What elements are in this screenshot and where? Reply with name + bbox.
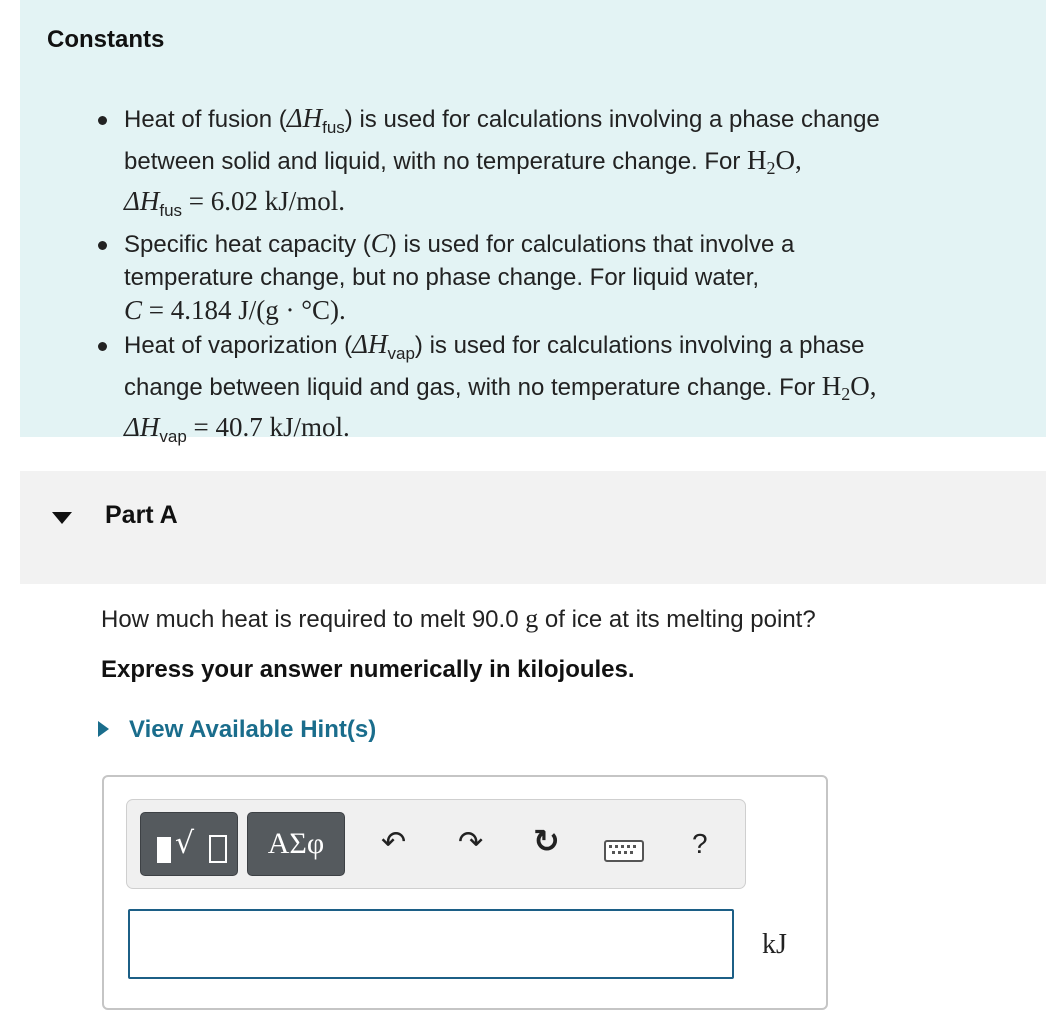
- templates-button[interactable]: [140, 812, 238, 876]
- help-button[interactable]: ?: [692, 828, 708, 859]
- expand-triangle-icon: [98, 721, 109, 737]
- constant-item-specific-heat: [20, 227, 1046, 328]
- specific-heat-line-3: C = 4.184 J/(g · °C).: [124, 295, 346, 325]
- bullet-dot: [98, 342, 107, 351]
- answer-instruction: Express your answer numerically in kilojoules.: [101, 656, 635, 683]
- answer-unit: kJ: [762, 929, 787, 960]
- specific-heat-line-1: Specific heat capacity (C) is used for calculations that involve a: [124, 228, 795, 258]
- greek-symbols-button[interactable]: ΑΣφ: [247, 812, 345, 876]
- vaporization-line-1: Heat of vaporization $(\Delta H_{vap})$ is used for calculations involving a phase: [124, 329, 865, 363]
- reset-icon[interactable]: ↻: [533, 822, 560, 860]
- keyboard-icon[interactable]: [604, 840, 644, 862]
- constants-panel: [20, 0, 1046, 446]
- fusion-line-1: Heat of fusion $(\Delta H_{fus})$ is used for calculations involving a phase change: [124, 103, 880, 137]
- math-toolbar: [126, 799, 746, 889]
- collapse-caret-icon[interactable]: [52, 512, 72, 524]
- radical-icon: √: [175, 826, 195, 861]
- answer-input[interactable]: [128, 909, 734, 979]
- undo-icon[interactable]: ↶: [381, 825, 407, 860]
- constant-item-fusion: [20, 102, 1046, 227]
- question-text: How much heat is required to melt 90.0 g of ice at its melting point?: [101, 604, 816, 633]
- template-box-icon: [209, 835, 227, 863]
- specific-heat-line-2: temperature change, but no phase change. For liquid water,: [124, 264, 760, 291]
- fusion-line-2: between solid and liquid, with no temperature change. For H2O,: [124, 145, 802, 178]
- fusion-line-3: $\Delta H_{fus} = 6.02$ kJ/mol.: [124, 186, 346, 220]
- constants-list: [20, 102, 1046, 453]
- answer-box: [102, 775, 828, 1010]
- bullet-dot: [98, 241, 107, 250]
- constants-title: Constants: [47, 26, 165, 53]
- template-block-icon: [157, 837, 171, 863]
- constant-item-vaporization: [20, 328, 1046, 453]
- part-a-header[interactable]: [20, 471, 1046, 584]
- view-hints-link[interactable]: View Available Hint(s): [98, 716, 376, 744]
- vaporization-line-2: change between liquid and gas, with no temperature change. For H2O,: [124, 371, 877, 404]
- part-a-title: Part A: [105, 501, 178, 529]
- redo-icon[interactable]: ↷: [458, 825, 484, 860]
- bullet-dot: [98, 116, 107, 125]
- vaporization-line-3: $\Delta H_{vap} = 40.7$ kJ/mol.: [124, 412, 350, 446]
